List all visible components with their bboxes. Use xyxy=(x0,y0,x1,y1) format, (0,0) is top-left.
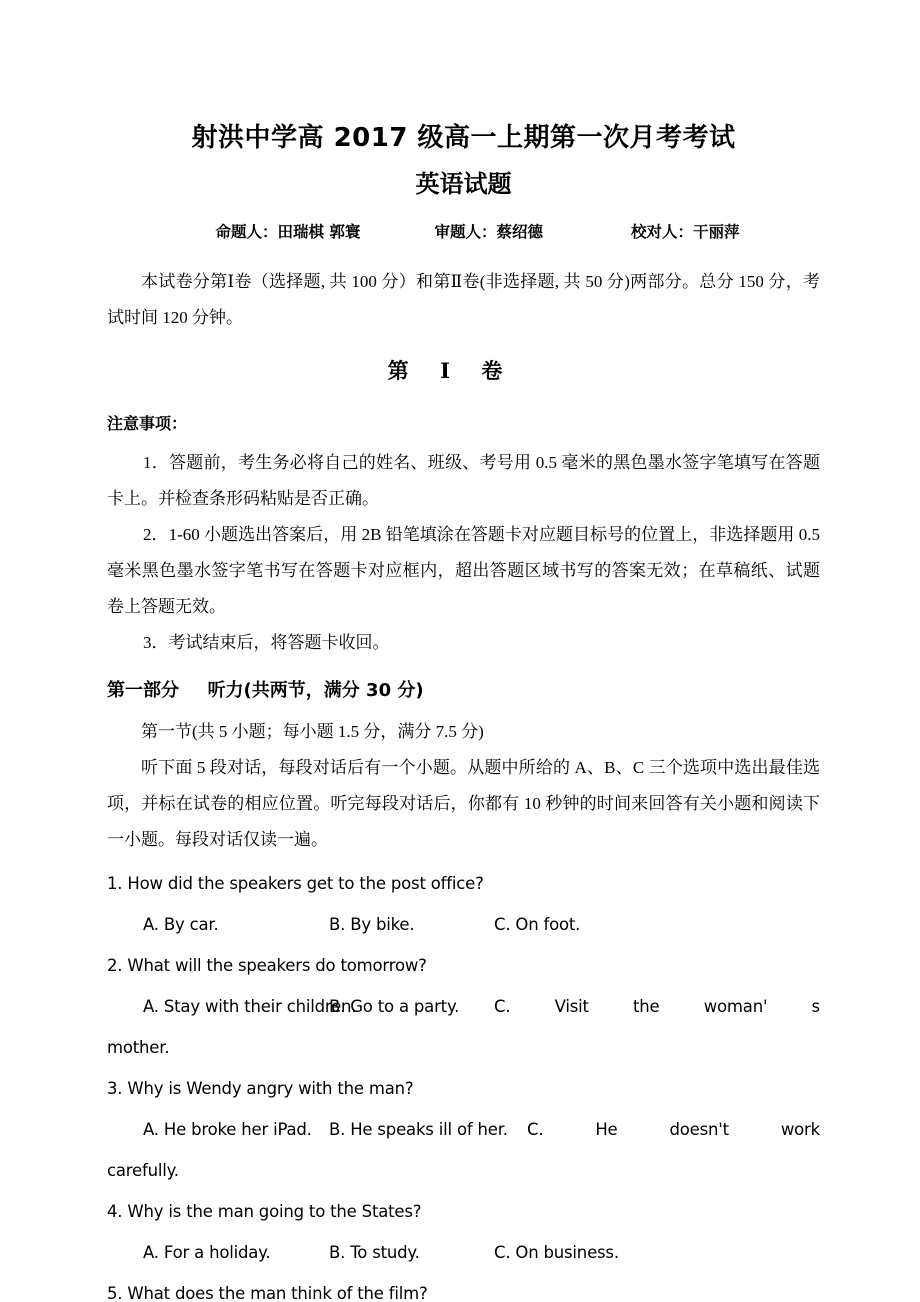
notice-item: 1．答题前，考生务必将自己的姓名、班级、考号用 0.5 毫米的黑色墨水签字笔填写在答题卡上。并检查条形码粘贴是否正确。 xyxy=(107,452,820,508)
option-c-word: work xyxy=(780,1119,820,1139)
subsection-one-instructions: 听下面 5 段对话，每段对话后有一个小题。从题中所给的 A、B、C 三个选项中选出最佳选项，并标在试卷的相应位置。听完每段对话后，你都有 10 秒钟的时间来回答有关小题和阅读下一小题。每段对话仅读一遍。 xyxy=(107,757,820,849)
part-one-roman: Ⅰ xyxy=(440,358,451,383)
part-one-suffix: 卷 xyxy=(481,358,504,383)
option-c-word: s xyxy=(811,996,820,1016)
option-b[interactable]: B. Go to a party. xyxy=(329,996,460,1016)
subsection-one-title: 第一节(共 5 小题；每小题 1.5 分，满分 7.5 分) xyxy=(141,721,484,741)
option-b[interactable]: B. By bike. xyxy=(329,914,415,934)
option-b[interactable]: B. To study. xyxy=(329,1242,420,1262)
option-c-word: the xyxy=(633,996,660,1016)
option-c-word: doesn't xyxy=(669,1119,729,1139)
option-c[interactable] xyxy=(527,1115,820,1145)
option-c[interactable]: C. On foot. xyxy=(494,914,581,934)
option-row xyxy=(107,1115,820,1145)
notice-item: 3．考试结束后，将答题卡收回。 xyxy=(143,632,390,652)
option-a[interactable]: A. For a holiday. xyxy=(143,1242,271,1262)
option-c-word: Visit xyxy=(554,996,589,1016)
paper-structure-paragraph: 本试卷分第Ⅰ卷（选择题, 共 100 分）和第Ⅱ卷(非选择题, 共 50 分)两部分。总分 150 分，考试时间 120 分钟。 xyxy=(107,271,820,327)
option-c-wrapped-text: carefully. xyxy=(107,1160,179,1180)
part-one-heading xyxy=(107,336,820,385)
credit-proofreader: 校对人：干丽萍 xyxy=(630,222,740,241)
option-b[interactable]: B. He speaks ill of her. xyxy=(329,1119,508,1139)
question-options xyxy=(107,1104,820,1145)
question-block xyxy=(107,858,820,940)
section-one-title-left: 第一部分 xyxy=(107,679,179,701)
page-title: 射洪中学高 2017 级高一上期第一次月考考试 xyxy=(191,123,736,153)
question-stem: 4. Why is the man going to the States? xyxy=(107,1201,422,1221)
notice-heading: 注意事项： xyxy=(107,413,188,433)
question-options xyxy=(107,899,820,940)
question-stem: 3. Why is Wendy angry with the man? xyxy=(107,1078,414,1098)
option-a[interactable]: A. He broke her iPad. xyxy=(143,1119,312,1139)
option-c-word: He xyxy=(595,1119,618,1139)
credit-reviewer: 审题人：蔡绍德 xyxy=(434,222,543,241)
credits-row xyxy=(107,199,820,242)
option-row xyxy=(107,910,820,940)
option-row xyxy=(107,992,820,1022)
page-subtitle: 英语试题 xyxy=(415,169,512,198)
section-one-title-right: 听力(共两节，满分 30 分) xyxy=(207,679,424,701)
option-c-wrapped-text: mother. xyxy=(107,1037,170,1057)
question-block xyxy=(107,1063,820,1186)
credit-author: 命题人：田瑞棋 郭寰 xyxy=(215,222,361,241)
question-block xyxy=(107,1268,820,1302)
page-content xyxy=(107,0,820,1302)
option-row xyxy=(107,1238,820,1268)
option-c[interactable] xyxy=(494,992,820,1022)
question-block xyxy=(107,1186,820,1268)
option-a[interactable]: A. By car. xyxy=(143,914,219,934)
part-one-prefix: 第 xyxy=(387,358,410,383)
option-c-word: woman' xyxy=(703,996,768,1016)
question-stem: 2. What will the speakers do tomorrow? xyxy=(107,955,427,975)
question-stem: 1. How did the speakers get to the post office? xyxy=(107,873,484,893)
notice-item: 2．1-60 小题选出答案后，用 2B 铅笔填涂在答题卡对应题目标号的位置上，非选择题用 0.5 毫米黑色墨水签字笔书写在答题卡对应框内，超出答题区域书写的答案无效；在草稿纸、试题卷上答题无效。 xyxy=(107,524,820,616)
option-c-word: C. xyxy=(527,1119,544,1139)
option-c[interactable]: C. On business. xyxy=(494,1242,619,1262)
notice-list xyxy=(107,437,820,661)
question-options xyxy=(107,1227,820,1268)
question-stem: 5. What does the man think of the film? xyxy=(107,1283,428,1302)
section-one-heading xyxy=(107,661,820,707)
question-block xyxy=(107,940,820,1063)
option-a[interactable]: A. Stay with their children. xyxy=(143,996,357,1016)
option-c-word: C. xyxy=(494,996,511,1016)
question-options xyxy=(107,981,820,1022)
